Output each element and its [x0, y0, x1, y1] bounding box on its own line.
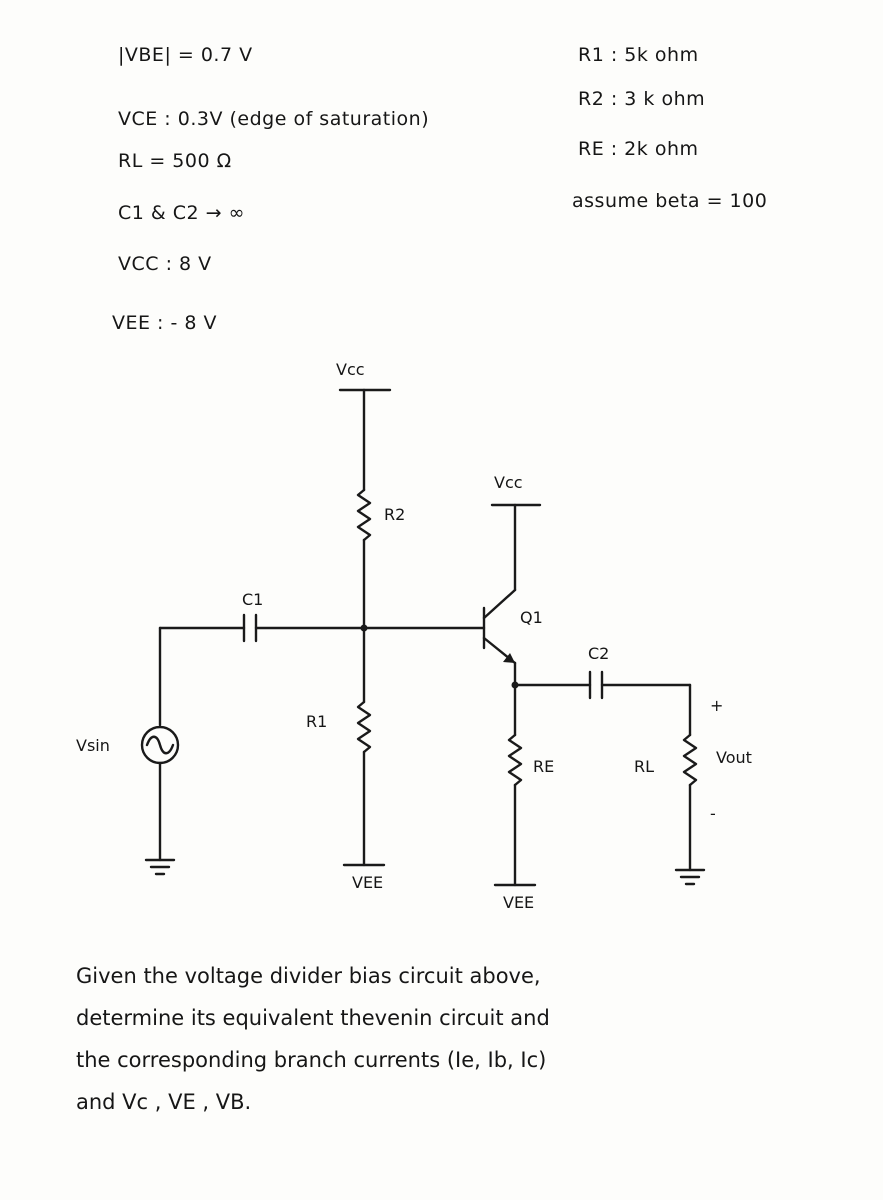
resistor-re [509, 735, 521, 785]
ac-source-sine [147, 737, 173, 754]
resistor-r2 [358, 490, 370, 540]
label-vcc-top: Vcc [336, 360, 365, 379]
param-rl: RL = 500 Ω [118, 150, 232, 172]
problem-line-3: the corresponding branch currents (Ie, Ib, Ic) [76, 1048, 547, 1072]
param-r1: R1 : 5k ohm [578, 44, 699, 66]
label-q1: Q1 [520, 608, 543, 627]
param-re: RE : 2k ohm [578, 138, 699, 160]
param-beta: assume beta = 100 [572, 190, 768, 212]
problem-line-4: and Vc , VE , VB. [76, 1090, 252, 1114]
param-vee: VEE : - 8 V [112, 312, 218, 334]
problem-line-1: Given the voltage divider bias circuit above, [76, 964, 541, 988]
resistor-r1 [358, 702, 370, 752]
param-vbe: |VBE| = 0.7 V [118, 44, 253, 66]
label-vee-right: VEE [503, 893, 535, 912]
label-c1: C1 [242, 590, 264, 609]
param-vce: VCE : 0.3V (edge of saturation) [118, 108, 430, 130]
label-vsin: Vsin [76, 736, 110, 755]
label-vcc-collector: Vcc [494, 473, 523, 492]
resistor-rl [684, 735, 696, 785]
label-vee-left: VEE [352, 873, 384, 892]
problem-line-2: determine its equivalent thevenin circuit and [76, 1006, 550, 1030]
q1-collector-lead [484, 590, 515, 618]
label-re: RE [533, 757, 555, 776]
label-vout-minus: - [710, 804, 716, 823]
label-r2: R2 [384, 505, 406, 524]
param-r2: R2 : 3 k ohm [578, 88, 706, 110]
label-c2: C2 [588, 644, 610, 663]
label-r1: R1 [306, 712, 328, 731]
label-rl: RL [634, 757, 655, 776]
problem-statement [76, 955, 866, 1123]
param-capacitors: C1 & C2 → ∞ [118, 202, 245, 224]
param-vcc: VCC : 8 V [118, 253, 212, 275]
label-vout-plus: + [710, 696, 724, 715]
label-vout: Vout [716, 748, 752, 767]
